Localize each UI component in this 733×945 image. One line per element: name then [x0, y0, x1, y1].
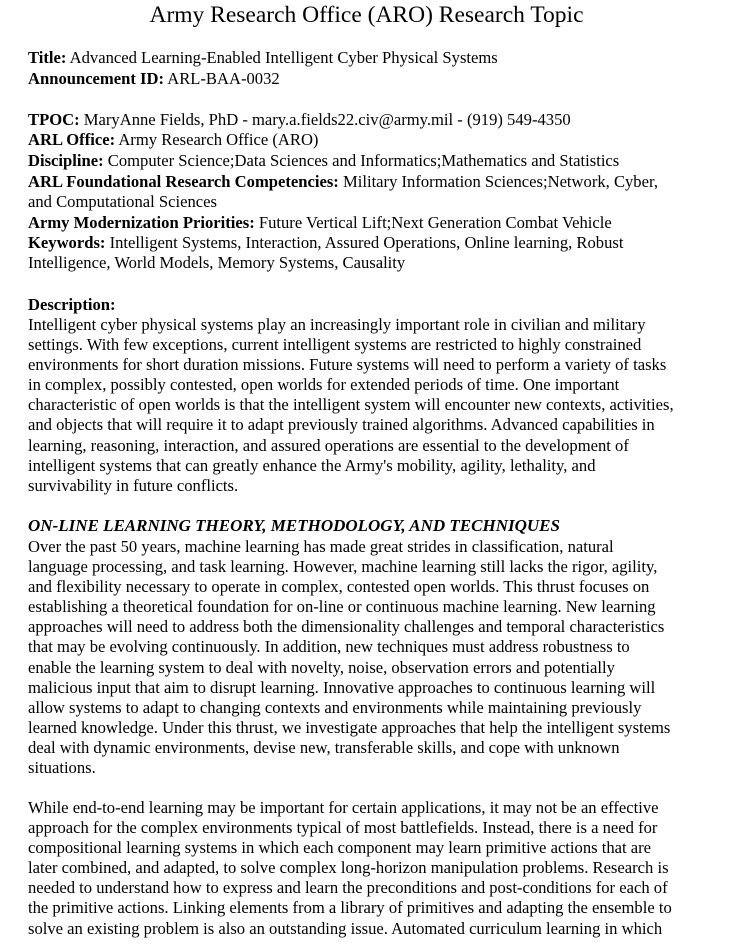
paragraph-line: malicious input that aim to disrupt learning. Innovative approaches to continuous learning will: [28, 677, 656, 697]
section-paragraph-1: [28, 537, 733, 778]
arl-office-label: ARL Office:: [28, 130, 116, 149]
keywords-field: [28, 233, 623, 253]
keywords-continuation: Intelligence, World Models, Memory Systems, Causality: [28, 253, 406, 272]
priorities-value: Future Vertical Lift;Next Generation Combat Vehicle: [258, 213, 612, 232]
discipline-value: Computer Science;Data Sciences and Informatics;Mathematics and Statistics: [107, 151, 620, 170]
competencies-field: [28, 172, 658, 192]
description-line: learning, reasoning, interaction, and assured operations are essential to the development of: [28, 435, 629, 455]
description-line: settings. With few exceptions, current intelligent systems are restricted to highly constrained: [28, 335, 642, 355]
paragraph-line: While end-to-end learning may be important for certain applications, it may not be an effective: [28, 798, 659, 817]
discipline-field: [28, 151, 619, 171]
paragraph-line: learned knowledge. Under this thrust, we investigate approaches that help the intelligent systems: [28, 717, 671, 737]
description-line: Intelligent cyber physical systems play an increasingly important role in civilian and military: [28, 315, 646, 334]
title-field: [28, 48, 498, 68]
description-line: characteristic of open worlds is that the intelligent system will encounter new contexts, activities,: [28, 395, 674, 415]
title-value: Advanced Learning-Enabled Intelligent Cyber Physical Systems: [69, 48, 498, 67]
paragraph-line: language processing, and task learning. However, machine learning still lacks the rigor, agility,: [28, 557, 658, 577]
tpoc-label: TPOC:: [28, 110, 80, 129]
paragraph-line: compositional learning systems in which each component may learn primitive actions that are: [28, 838, 652, 858]
competencies-label: ARL Foundational Research Competencies:: [28, 172, 339, 191]
paragraph-line: needed to understand how to express and learn the preconditions and post-conditions for each of: [28, 878, 668, 898]
description-paragraph: [28, 315, 733, 496]
discipline-label: Discipline:: [28, 151, 104, 170]
paragraph-line: approach for the complex environments typical of most battlefields. Instead, there is a need for: [28, 818, 658, 838]
paragraph-line: solve an existing problem is also an outstanding issue. Automated curriculum learning in which: [28, 918, 663, 938]
paragraph-line: the primitive actions. Linking elements from a library of primitives and adapting the ensemble to: [28, 898, 672, 918]
tpoc-value: MaryAnne Fields, PhD - mary.a.fields22.civ@army.mil - (919) 549-4350: [83, 110, 571, 129]
description-line: survivability in future conflicts.: [28, 475, 239, 495]
description-label: Description:: [28, 295, 116, 314]
section-heading: ON-LINE LEARNING THEORY, METHODOLOGY, AND TECHNIQUES: [28, 516, 560, 535]
arl-office-field: [28, 130, 318, 150]
paragraph-line: situations.: [28, 758, 96, 778]
keywords-value: Intelligent Systems, Interaction, Assured Operations, Online learning, Robust: [109, 233, 624, 252]
paragraph-line: enable the learning system to deal with novelty, noise, observation errors and potentially: [28, 657, 615, 677]
paragraph-line: that may be evolving continuously. In addition, new techniques must address robustness to: [28, 637, 630, 657]
announcement-id-field: [28, 69, 280, 89]
paragraph-line: establishing a theoretical foundation for on-line or continuous machine learning. New learning: [28, 597, 656, 617]
announcement-id-value: ARL-BAA-0032: [167, 69, 280, 88]
description-line: intelligent systems that can greatly enhance the Army's mobility, agility, lethality, and: [28, 455, 596, 475]
title-label: Title:: [28, 48, 67, 67]
competencies-value: Military Information Sciences;Network, Cyber,: [342, 172, 658, 191]
description-line: environments for short duration missions. Future systems will need to perform a variety of tasks: [28, 355, 667, 375]
keywords-label: Keywords:: [28, 233, 106, 252]
tpoc-field: [28, 110, 571, 130]
description-line: in complex, possibly contested, open worlds for extended periods of time. One important: [28, 375, 620, 395]
arl-office-value: Army Research Office (ARO): [118, 130, 319, 149]
priorities-field: [28, 213, 612, 233]
announcement-id-label: Announcement ID:: [28, 69, 164, 88]
paragraph-line: deal with dynamic environments, devise new, transferable skills, and cope with unknown: [28, 737, 620, 757]
document-title: Army Research Office (ARO) Research Topic: [149, 2, 584, 28]
paragraph-line: allow systems to adapt to changing contexts and environments while maintaining previously: [28, 697, 642, 717]
competencies-continuation: and Computational Sciences: [28, 192, 217, 211]
description-line: and objects that will require it to adapt previously trained algorithms. Advanced capabilities in: [28, 415, 655, 435]
paragraph-line: Over the past 50 years, machine learning has made great strides in classification, natural: [28, 537, 614, 556]
priorities-label: Army Modernization Priorities:: [28, 213, 255, 232]
paragraph-line: later combined, and adapted, to solve complex long-horizon manipulation problems. Research is: [28, 858, 669, 878]
paragraph-line: and flexibility necessary to operate in complex, contested open worlds. This thrust focuses on: [28, 577, 650, 597]
paragraph-line: approaches will need to address both the dimensionality challenges and temporal characteristics: [28, 617, 665, 637]
section-paragraph-2: [28, 798, 733, 939]
